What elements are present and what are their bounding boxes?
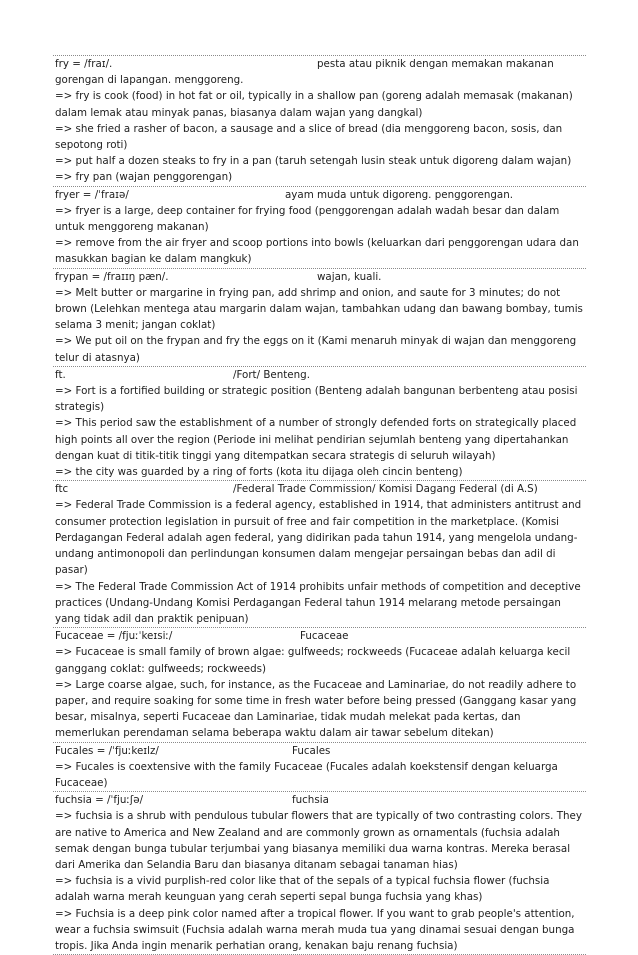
entry-text-line: => Fort is a fortified building or strategic position (Benteng adalah bangunan berbenteng atau posisi strategis)	[55, 385, 578, 414]
entry-headword: fuchsia = /ˈfjuːʃə/	[55, 794, 144, 807]
entry-text-line: => Melt butter or margarine in frying pan, add shrimp and onion, and saute for 3 minutes; do not brown (Lelehkan mentega atau margarin dalam wajan, tambahkan udang dan bawang bombay, tumis selama 3 menit; jangan coklat)	[55, 286, 583, 332]
entry-headword: ft.	[55, 368, 66, 381]
entry-short-definition: Fucales	[292, 744, 331, 757]
entry-headline	[55, 269, 584, 285]
dictionary-entry	[53, 269, 586, 367]
entry-headline	[55, 187, 584, 203]
entry-headword: frypan = /fraɪɪŋ pæn/.	[55, 270, 169, 283]
entry-short-definition: fuchsia	[292, 794, 329, 807]
entry-text-line: => Large coarse algae, such, for instance, as the Fucaceae and Laminariae, do not readily adhere to paper, and require soaking for some time in fresh water before being pressed (Ganggang kasar yang besar, misalnya, seperti Fucaceae dan Laminariae, tidak mudah melekat pada kertas, dan memerlukan perendaman selama beberapa waktu dalam air tawar sebelum ditekan)	[55, 678, 577, 740]
entry-text-line: => Fucales is coextensive with the family Fucaceae (Fucales adalah koekstensif dengan keluarga Fucaceae)	[55, 760, 558, 789]
entry-text-line: => fry is cook (food) in hot fat or oil, typically in a shallow pan (goreng adalah memasak (makanan) dalam lemak atau minyak panas, biasanya dalam wajan yang dangkal)	[55, 90, 573, 119]
entry-text-line: => Fucaceae is small family of brown algae: gulfweeds; rockweeds (Fucaceae adalah keluarga kecil ganggang coklat: gulfweeds; rockweeds)	[55, 646, 571, 675]
entry-text-line: => remove from the air fryer and scoop portions into bowls (keluarkan dari penggorengan udara dan masukkan bagian ke dalam mangkuk)	[55, 237, 579, 266]
entry-text-line: => fry pan (wajan penggorengan)	[55, 171, 233, 184]
entry-headline	[55, 481, 584, 497]
entry-text-line: => fuchsia is a shrub with pendulous tubular flowers that are typically of two contrasting colors. They are native to America and New Zealand and are commonly grown as ornamentals (fuchsia adalah semak dengan bunga tubular terjumbai yang biasanya memiliki dua warna kontras. Mereka berasal dari Amerika dan Selandia Baru dan biasanya ditanam sebagai tanaman hias)	[55, 810, 582, 871]
entry-text-line: => she fried a rasher of bacon, a sausage and a slice of bread (dia menggoreng bacon, sosis, dan sepotong roti)	[55, 122, 563, 152]
entry-headline	[55, 367, 584, 383]
entry-short-definition: pesta atau piknik dengan memakan makanan	[317, 58, 554, 70]
entry-text-line: => We put oil on the frypan and fry the eggs on it (Kami menaruh minyak di wajan dan menggoreng telur di atasnya)	[55, 335, 577, 364]
entry-headword: fryer = /ˈfraɪə/	[55, 188, 129, 201]
entry-text-line: => the city was guarded by a ring of forts (kota itu dijaga oleh cincin benteng)	[55, 466, 463, 479]
dictionary-entry	[53, 792, 586, 955]
entry-headline	[55, 628, 584, 644]
entry-headline	[55, 56, 584, 72]
entry-short-definition: /Fort/ Benteng.	[233, 368, 310, 381]
entry-headword: Fucales = /ˈfjuːkeɪlz/	[55, 744, 159, 757]
entry-headword: fry = /fraɪ/.	[55, 58, 113, 70]
dictionary-entry	[53, 187, 586, 269]
entry-short-definition: ayam muda untuk digoreng. penggorengan.	[285, 188, 514, 201]
dictionary-entry	[53, 743, 586, 793]
entry-text-line: => fryer is a large, deep container for frying food (penggorengan adalah wadah besar dan dalam untuk menggoreng makanan)	[55, 204, 560, 234]
dictionary-page	[53, 55, 586, 955]
dictionary-entry	[53, 367, 586, 481]
entry-headline	[55, 792, 584, 808]
entry-headword: ftc	[55, 483, 69, 496]
dictionary-entry	[53, 481, 586, 628]
entry-text-line: => Fuchsia is a deep pink color named after a tropical flower. If you want to grab people's attention, wear a fuchsia swimsuit (Fuchsia adalah warna merah muda tua yang dinamai sesuai dengan bunga tropis. Jika Anda ingin menarik perhatian orang, kenakan baju renang fuchsia)	[55, 907, 575, 952]
entry-headword: Fucaceae = /fjuːˈkeɪsiː/	[55, 630, 173, 643]
entry-text-line: gorengan di lapangan. menggoreng.	[55, 74, 244, 87]
entry-text-line: => fuchsia is a vivid purplish-red color like that of the sepals of a typical fuchsia flower (fuchsia adalah warna merah keunguan yang cerah seperti sepal bunga fuchsia yang khas)	[55, 875, 550, 904]
entry-headline	[55, 743, 584, 759]
entry-text-line: => The Federal Trade Commission Act of 1914 prohibits unfair methods of competition and deceptive practices (Undang-Undang Komisi Perdagangan Federal tahun 1914 melarang metode persaingan yang tidak adil dan praktik penipuan)	[55, 580, 581, 625]
entry-short-definition: wajan, kuali.	[317, 270, 382, 283]
entry-text-line: => This period saw the establishment of a number of strongly defended forts on strategically placed high points all over the region (Periode ini melihat pendirian sejumlah benteng yang dipertahankan dengan kuat di titik-titik tinggi yang ditempatkan secara strategis di seluruh wilayah)	[55, 417, 577, 462]
dictionary-entry	[53, 55, 586, 187]
entry-text-line: => Federal Trade Commission is a federal agency, established in 1914, that administers antitrust and consumer protection legislation in pursuit of free and fair competition in the marketplace. (Komisi Perdagangan Federal adalah agen federal, yang didirikan pada tahun 1914, yang mengelola undang-undang antimonopoli dan perlindungan konsumen dalam mengejar persaingan bebas dan adil di pasar)	[55, 499, 582, 577]
entry-short-definition: Fucaceae	[300, 630, 349, 643]
entry-text-line: => put half a dozen steaks to fry in a pan (taruh setengah lusin steak untuk digoreng dalam wajan)	[55, 155, 572, 168]
entry-short-definition: /Federal Trade Commission/ Komisi Dagang Federal (di A.S)	[233, 483, 538, 496]
dictionary-entry	[53, 628, 586, 742]
